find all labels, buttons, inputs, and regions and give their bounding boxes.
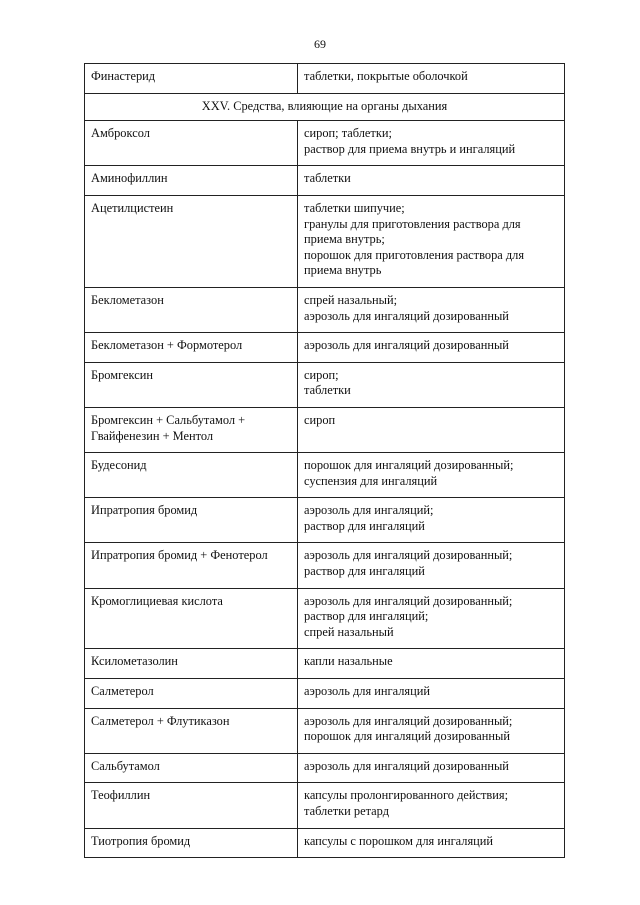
dosage-form-line: аэрозоль для ингаляций дозированный bbox=[304, 758, 509, 773]
dosage-form-line: аэрозоль для ингаляций дозированный; bbox=[304, 713, 513, 728]
dosage-form-line: спрей назальный bbox=[304, 624, 394, 639]
dosage-forms-cell bbox=[298, 121, 565, 166]
table-row bbox=[85, 287, 565, 332]
dosage-form-line: порошок для приготовления раствора для bbox=[304, 247, 525, 262]
drug-name-cell: Салметерол + Флутиказон bbox=[85, 708, 298, 753]
table-row bbox=[85, 362, 565, 407]
dosage-forms-cell bbox=[298, 498, 565, 543]
drug-name-cell: Амброксол bbox=[85, 121, 298, 166]
medication-table bbox=[84, 63, 565, 858]
dosage-forms-cell bbox=[298, 333, 565, 363]
drug-name-cell: Будесонид bbox=[85, 453, 298, 498]
dosage-forms-cell bbox=[298, 588, 565, 649]
dosage-forms-cell bbox=[298, 708, 565, 753]
dosage-form-line: таблетки bbox=[304, 171, 351, 186]
table-row bbox=[85, 498, 565, 543]
page-number: 69 bbox=[314, 37, 326, 51]
table-row bbox=[85, 588, 565, 649]
dosage-form-line: аэрозоль для ингаляций bbox=[304, 684, 431, 699]
dosage-form-line: капсулы с порошком для ингаляций bbox=[304, 833, 494, 848]
dosage-form-line: раствор для приема внутрь и ингаляций bbox=[304, 141, 516, 156]
drug-name-cell: Бромгексин bbox=[85, 362, 298, 407]
medication-table-body bbox=[85, 64, 565, 858]
table-row bbox=[85, 828, 565, 858]
dosage-form-line: раствор для ингаляций bbox=[304, 518, 425, 533]
dosage-forms-cell bbox=[298, 828, 565, 858]
dosage-forms-cell bbox=[298, 362, 565, 407]
dosage-form-line: спрей назальный; bbox=[304, 292, 398, 307]
section-title: XXV. Средства, влияющие на органы дыхания bbox=[85, 93, 565, 121]
dosage-form-line: порошок для ингаляций дозированный bbox=[304, 729, 511, 744]
dosage-form-line: таблетки, покрытые оболочкой bbox=[304, 69, 468, 83]
dosage-form-line: раствор для ингаляций bbox=[304, 564, 425, 579]
dosage-form-line: раствор для ингаляций; bbox=[304, 609, 429, 624]
dosage-form-line: таблетки bbox=[304, 383, 351, 398]
dosage-form-line: суспензия для ингаляций bbox=[304, 473, 438, 488]
table-row bbox=[85, 708, 565, 753]
table-row bbox=[85, 121, 565, 166]
drug-name-cell: Теофиллин bbox=[85, 783, 298, 828]
dosage-forms-cell bbox=[298, 453, 565, 498]
drug-name-cell: Беклометазон bbox=[85, 287, 298, 332]
drug-name-cell: Ацетилцистеин bbox=[85, 195, 298, 287]
dosage-form-line: таблетки шипучие; bbox=[304, 200, 405, 215]
dosage-forms-cell bbox=[298, 543, 565, 588]
dosage-forms-cell bbox=[298, 407, 565, 452]
drug-name-cell: Тиотропия бромид bbox=[85, 828, 298, 858]
dosage-forms-cell bbox=[298, 783, 565, 828]
dosage-form-line: аэрозоль для ингаляций дозированный bbox=[304, 338, 509, 353]
dosage-forms-cell bbox=[298, 166, 565, 196]
dosage-form-line: порошок для ингаляций дозированный; bbox=[304, 458, 514, 473]
table-row bbox=[85, 543, 565, 588]
dosage-forms-cell bbox=[298, 287, 565, 332]
dosage-form-line: капсулы пролонгированного действия; bbox=[304, 788, 509, 803]
dosage-form-line: аэрозоль для ингаляций дозированный; bbox=[304, 548, 513, 563]
dosage-form-line: приема внутрь; bbox=[304, 232, 385, 247]
dosage-form-line: аэрозоль для ингаляций дозированный; bbox=[304, 593, 513, 608]
drug-name-cell: Ипратропия бромид bbox=[85, 498, 298, 543]
dosage-form-line: аэрозоль для ингаляций; bbox=[304, 503, 434, 518]
table-row bbox=[85, 753, 565, 783]
table-row bbox=[85, 64, 565, 94]
table-row bbox=[85, 783, 565, 828]
dosage-form-line: таблетки ретард bbox=[304, 804, 390, 818]
dosage-form-line: гранулы для приготовления раствора для bbox=[304, 216, 521, 231]
drug-name-cell: Беклометазон + Формотерол bbox=[85, 333, 298, 363]
dosage-form-line: аэрозоль для ингаляций дозированный bbox=[304, 308, 509, 323]
table-row bbox=[85, 166, 565, 196]
table-row bbox=[85, 407, 565, 452]
drug-name-cell: Салметерол bbox=[85, 679, 298, 709]
dosage-forms-cell bbox=[298, 649, 565, 679]
drug-name-cell: Бромгексин + Сальбутамол + Гвайфенезин + Ментол bbox=[85, 407, 298, 452]
dosage-forms-cell bbox=[298, 195, 565, 287]
table-row bbox=[85, 333, 565, 363]
drug-name-cell: Аминофиллин bbox=[85, 166, 298, 196]
table-row bbox=[85, 679, 565, 709]
dosage-form-line: капли назальные bbox=[304, 654, 393, 669]
table-row bbox=[85, 453, 565, 498]
table-row bbox=[85, 649, 565, 679]
dosage-form-line: сироп; bbox=[304, 367, 339, 382]
dosage-forms-cell bbox=[298, 64, 565, 94]
dosage-forms-cell bbox=[298, 753, 565, 783]
dosage-form-line: сироп bbox=[304, 412, 336, 427]
drug-name-cell: Сальбутамол bbox=[85, 753, 298, 783]
drug-name-cell: Финастерид bbox=[85, 64, 298, 94]
dosage-forms-cell bbox=[298, 679, 565, 709]
drug-name-cell: Ксилометазолин bbox=[85, 649, 298, 679]
drug-name-cell: Кромоглициевая кислота bbox=[85, 588, 298, 649]
dosage-form-line: приема внутрь bbox=[304, 263, 382, 278]
drug-name-cell: Ипратропия бромид + Фенотерол bbox=[85, 543, 298, 588]
table-row bbox=[85, 195, 565, 287]
dosage-form-line: сироп; таблетки; bbox=[304, 126, 392, 141]
section-header-row bbox=[85, 93, 565, 121]
